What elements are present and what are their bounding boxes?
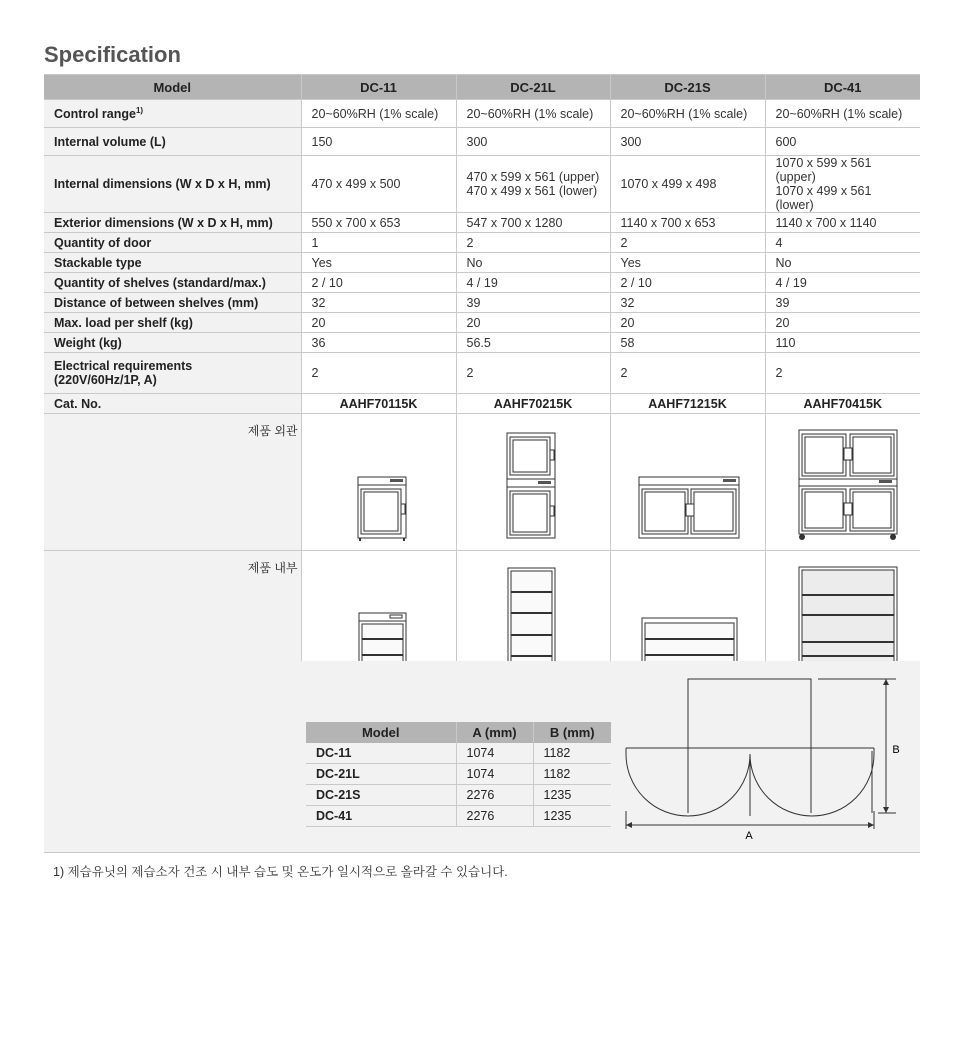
spec-value: No: [456, 253, 610, 273]
row-label: Distance of between shelves (mm): [44, 293, 301, 313]
spec-value: Yes: [610, 253, 765, 273]
row-label: Electrical requirements (220V/60Hz/1P, A): [44, 353, 301, 394]
spec-value: 1070 x 499 x 498: [610, 156, 765, 213]
row-label: Max. load per shelf (kg): [44, 313, 301, 333]
dimension-row: [306, 785, 611, 806]
spec-value: 300: [456, 128, 610, 156]
spec-value: 2: [610, 233, 765, 253]
spec-table: [44, 74, 920, 688]
row-label-text: Control range: [54, 107, 136, 122]
spec-row: [44, 313, 920, 333]
spec-value: 39: [456, 293, 610, 313]
cat-number: AAHF70415K: [765, 394, 920, 414]
spec-row: [44, 233, 920, 253]
spec-row: [44, 100, 920, 128]
spec-value: 36: [301, 333, 456, 353]
row-label: Stackable type: [44, 253, 301, 273]
spec-value: 110: [765, 333, 920, 353]
spec-value: 20: [610, 313, 765, 333]
spec-value: Yes: [301, 253, 456, 273]
spec-value: 470 x 599 x 561 (upper) 470 x 499 x 561 (lower): [456, 156, 610, 213]
spec-value: 2 / 10: [301, 273, 456, 293]
dimension-row: [306, 806, 611, 827]
spec-row: [44, 333, 920, 353]
model-col-header: DC-41: [765, 75, 920, 100]
dimension-b: 1235: [533, 785, 611, 806]
spec-value: 32: [610, 293, 765, 313]
dimension-header-row: [306, 722, 611, 743]
row-label: Quantity of door: [44, 233, 301, 253]
product-image-dc21s-exterior: [610, 414, 765, 551]
dimension-row: [306, 743, 611, 764]
model-col-header: DC-21S: [610, 75, 765, 100]
spec-value: 1140 x 700 x 653: [610, 213, 765, 233]
row-label: Internal dimensions (W x D x H, mm): [44, 156, 301, 213]
product-image-dc11-exterior: [301, 414, 456, 551]
cat-row: [44, 394, 920, 414]
footnote: 1) 제습유닛의 제습소자 건조 시 내부 습도 및 온도가 일시적으로 올라갈 수 있습니다.: [53, 865, 508, 879]
spec-value: 32: [301, 293, 456, 313]
row-label: Exterior dimensions (W x D x H, mm): [44, 213, 301, 233]
spec-row: [44, 353, 920, 394]
dimension-model: DC-41: [306, 806, 456, 827]
dimension-section: [44, 661, 920, 853]
spec-row: [44, 293, 920, 313]
spec-value: 20~60%RH (1% scale): [301, 100, 456, 128]
spec-value: 39: [765, 293, 920, 313]
dimension-b: 1235: [533, 806, 611, 827]
footnote-marker: 1): [135, 105, 144, 115]
row-label: Internal volume (L): [44, 128, 301, 156]
spec-row: [44, 253, 920, 273]
dimension-model: DC-21L: [306, 764, 456, 785]
page-title: Specification: [44, 42, 181, 67]
product-image-dc41-exterior: [765, 414, 920, 551]
cat-number: AAHF70215K: [456, 394, 610, 414]
spec-row: [44, 156, 920, 213]
spec-value: No: [765, 253, 920, 273]
cat-number: AAHF71215K: [610, 394, 765, 414]
dimension-col-header: A (mm): [456, 722, 533, 743]
spec-value: 550 x 700 x 653: [301, 213, 456, 233]
dimension-row: [306, 764, 611, 785]
cat-number: AAHF70115K: [301, 394, 456, 414]
spec-value: 300: [610, 128, 765, 156]
dimension-col-header: B (mm): [533, 722, 611, 743]
door-swing-diagram: [624, 671, 914, 851]
spec-value: 1140 x 700 x 1140: [765, 213, 920, 233]
spec-value: 1: [301, 233, 456, 253]
exterior-label: 제품 외관: [44, 414, 301, 551]
dimension-a: 1074: [456, 743, 533, 764]
dimension-table: [306, 722, 611, 827]
interior-label: 제품 내부: [44, 551, 301, 688]
dimension-model: DC-11: [306, 743, 456, 764]
spec-value: 2 / 10: [610, 273, 765, 293]
spec-value: 20~60%RH (1% scale): [456, 100, 610, 128]
spec-value: 1070 x 599 x 561 (upper) 1070 x 499 x 561 (lower): [765, 156, 920, 213]
dimension-a: 2276: [456, 806, 533, 827]
model-col-header: DC-11: [301, 75, 456, 100]
spec-row: [44, 273, 920, 293]
dimension-model: DC-21S: [306, 785, 456, 806]
spec-value: 600: [765, 128, 920, 156]
product-image-dc21l-exterior: [456, 414, 610, 551]
spec-value: 20: [301, 313, 456, 333]
spec-header-row: [44, 75, 920, 100]
row-label: Cat. No.: [44, 394, 301, 414]
spec-value: 150: [301, 128, 456, 156]
model-header: Model: [44, 75, 301, 100]
spec-value: 20~60%RH (1% scale): [610, 100, 765, 128]
dimension-b: 1182: [533, 764, 611, 785]
spec-value: 2: [456, 233, 610, 253]
spec-value: 4 / 19: [456, 273, 610, 293]
model-col-header: DC-21L: [456, 75, 610, 100]
dimension-b: 1182: [533, 743, 611, 764]
spec-value: 58: [610, 333, 765, 353]
spec-value: 2: [610, 353, 765, 394]
spec-value: 2: [765, 353, 920, 394]
dimension-b-label: B: [892, 744, 900, 756]
spec-value: 547 x 700 x 1280: [456, 213, 610, 233]
spec-value: 4 / 19: [765, 273, 920, 293]
spec-value: 2: [456, 353, 610, 394]
dimension-a-label: A: [745, 830, 753, 842]
dimension-a: 1074: [456, 764, 533, 785]
spec-value: 20: [456, 313, 610, 333]
spec-value: 2: [301, 353, 456, 394]
dimension-col-header: Model: [306, 722, 456, 743]
spec-value: 56.5: [456, 333, 610, 353]
row-label: [44, 100, 301, 128]
exterior-image-row: [44, 414, 920, 551]
row-label: Quantity of shelves (standard/max.): [44, 273, 301, 293]
dimension-a: 2276: [456, 785, 533, 806]
spec-row: [44, 213, 920, 233]
spec-value: 20~60%RH (1% scale): [765, 100, 920, 128]
spec-row: [44, 128, 920, 156]
spec-value: 470 x 499 x 500: [301, 156, 456, 213]
row-label: Weight (kg): [44, 333, 301, 353]
spec-value: 20: [765, 313, 920, 333]
spec-value: 4: [765, 233, 920, 253]
